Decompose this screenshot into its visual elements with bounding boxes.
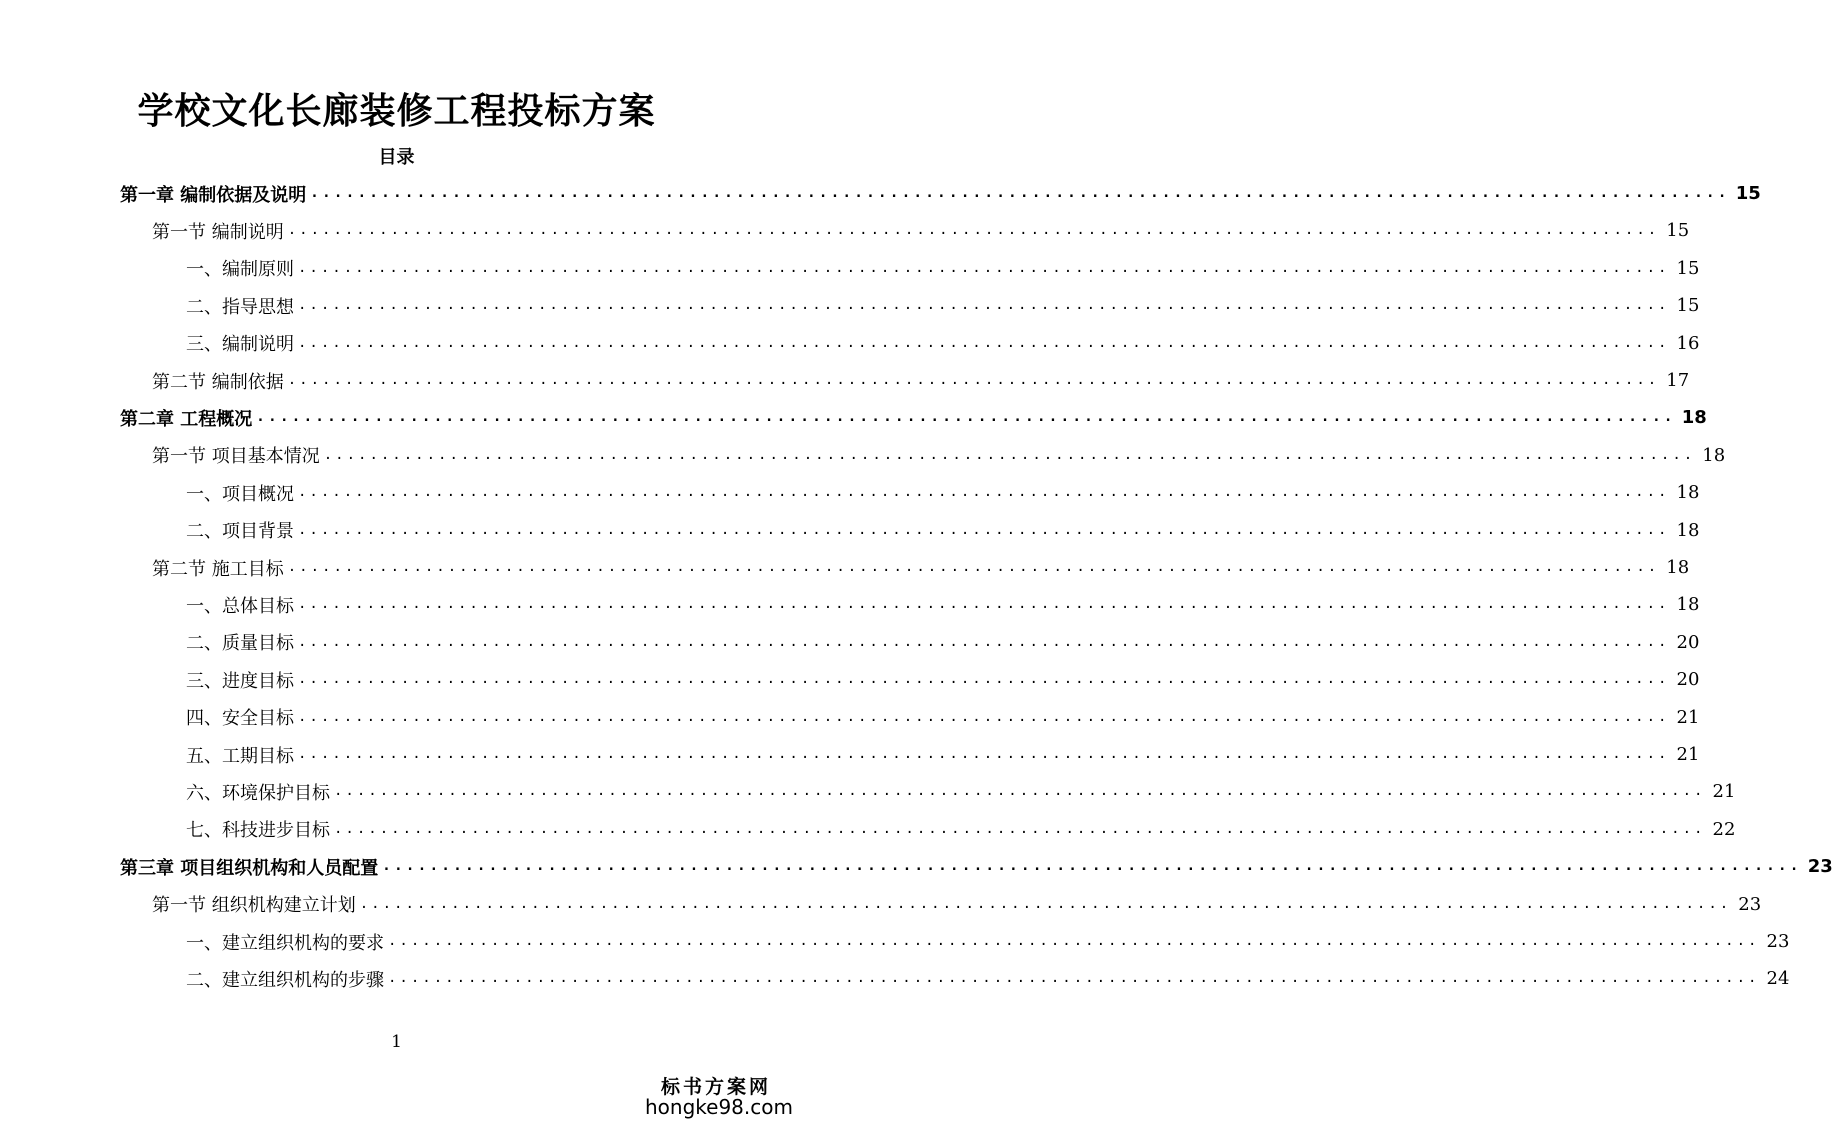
toc-entry-level-1[interactable] [120,175,1761,212]
toc-entry-label: 二、质量目标 [186,633,294,655]
toc-entry-page: 18 [1676,482,1700,504]
toc-entry-page: 18 [1676,594,1700,616]
toc-entry-label: 第二节 编制依据 [152,371,284,393]
toc-entry-level-3[interactable] [186,811,1736,848]
toc-dot-leader: ........................................................................................................................ [298,484,1670,501]
toc-entry-level-2[interactable] [152,437,1726,474]
toc-entry-page: 18 [1676,519,1700,541]
toc-entry-page: 16 [1676,332,1700,354]
toc-entry-page: 23 [1807,856,1833,878]
toc-entry-level-3[interactable] [186,474,1700,511]
toc-entry-level-2[interactable] [152,549,1690,586]
watermark-site-name: 标书方案网 [660,1076,771,1098]
toc-entry-page: 15 [1735,183,1761,204]
page-number: 1 [391,1032,402,1052]
toc-entry-level-3[interactable] [186,960,1790,997]
toc-entry-page: 23 [1766,931,1790,952]
toc-dot-leader: ........................................................................................................................ [334,783,1706,800]
toc-entry-level-3[interactable] [186,773,1736,810]
toc-entry-page: 22 [1712,818,1736,840]
toc-entry-label: 二、指导思想 [186,296,294,318]
toc-entry-label: 一、总体目标 [186,595,294,617]
toc-entry-label: 第二节 施工目标 [152,558,284,580]
toc-entry-label: 第一节 项目基本情况 [152,446,320,468]
watermark-url: hongke98.com [645,1095,793,1119]
toc-entry-level-3[interactable] [186,512,1700,549]
toc-entry-label: 四、安全目标 [186,708,294,730]
toc-entry-label: 三、编制说明 [186,334,294,356]
toc-entry-page: 23 [1738,893,1762,915]
toc-entry-page: 20 [1676,669,1700,691]
toc-entry-level-2[interactable] [152,362,1690,399]
toc-entry-page: 18 [1702,444,1726,466]
watermark-logo [645,1072,793,1120]
toc-entry-label: 第一节 编制说明 [152,221,284,243]
toc-entry-level-3[interactable] [186,699,1700,736]
toc-entry-level-3[interactable] [186,736,1700,773]
toc-dot-leader: ........................................................................................................................ [382,858,1802,875]
toc-entry-page: 15 [1666,220,1690,242]
toc-dot-leader: ........................................................................................................................ [298,521,1670,538]
toc-entry-level-3[interactable] [186,325,1700,362]
toc-dot-leader: ........................................................................................................................ [388,933,1760,949]
toc-dot-leader: ........................................................................................................................ [323,446,1696,463]
toc-entry-page: 15 [1676,257,1700,279]
toc-dot-leader: ........................................................................................................................ [256,409,1676,426]
toc-entry-label: 一、编制原则 [186,259,294,281]
toc-entry-page: 18 [1666,557,1690,578]
toc-dot-leader: ........................................................................................................................ [298,708,1670,725]
toc-entry-label: 六、环境保护目标 [186,782,330,804]
toc-entry-level-3[interactable] [186,586,1700,623]
toc-entry-label: 第一章 编制依据及说明 [120,184,307,206]
toc-dot-leader: ........................................................................................................................ [298,746,1670,762]
toc-entry-level-3[interactable] [186,624,1700,661]
toc-dot-leader: ........................................................................................................................ [298,633,1670,650]
toc-entry-level-1[interactable] [120,399,1707,436]
toc-entry-level-3[interactable] [186,287,1700,324]
toc-dot-leader: ........................................................................................................................ [388,970,1760,987]
toc-dot-leader: ........................................................................................................................ [298,671,1670,688]
toc-entry-level-3[interactable] [186,661,1700,698]
toc-entry-label: 七、科技进步目标 [186,820,330,842]
toc-entry-label: 五、工期目标 [186,745,294,767]
toc-heading: 目录 [378,147,415,168]
toc-entry-label: 第一节 组织机构建立计划 [152,895,356,917]
toc-entry-page: 21 [1712,781,1736,803]
toc-entry-label: 二、建立组织机构的步骤 [186,969,384,991]
document-title: 学校文化长廊装修工程投标方案 [137,91,656,132]
toc-entry-label: 第二章 工程概况 [120,408,253,430]
toc-entry-page: 17 [1666,370,1690,391]
toc-entry-page: 18 [1681,407,1707,429]
toc-entry-page: 21 [1676,706,1700,728]
toc-entry-page: 20 [1676,631,1700,653]
toc-dot-leader: ........................................................................................................................ [298,297,1670,314]
toc-dot-leader: ........................................................................................................................ [298,596,1670,613]
toc-entry-level-2[interactable] [152,886,1762,923]
toc-dot-leader: ........................................................................................................................ [310,185,1730,201]
toc-entry-label: 一、项目概况 [186,483,294,505]
toc-entry-level-1[interactable] [120,848,1833,885]
toc-entry-level-3[interactable] [186,250,1700,287]
toc-entry-page: 24 [1766,968,1790,990]
toc-entry-label: 二、项目背景 [186,521,294,543]
toc-dot-leader: ........................................................................................................................ [287,559,1660,575]
toc-dot-leader: ........................................................................................................................ [287,222,1660,239]
toc-dot-leader: ........................................................................................................................ [287,372,1660,388]
toc-entry-page: 21 [1676,744,1700,765]
toc-dot-leader: ........................................................................................................................ [334,820,1706,837]
toc-dot-leader: ........................................................................................................................ [298,259,1670,276]
toc-entry-level-2[interactable] [152,212,1690,249]
toc-entry-label: 三、进度目标 [186,670,294,692]
toc-entry-label: 第三章 项目组织机构和人员配置 [120,857,379,879]
toc-entry-level-3[interactable] [186,923,1790,960]
toc-entry-label: 一、建立组织机构的要求 [186,932,384,954]
toc-entry-page: 15 [1676,295,1700,317]
toc-dot-leader: ........................................................................................................................ [298,334,1670,351]
toc-dot-leader: ........................................................................................................................ [359,895,1732,912]
